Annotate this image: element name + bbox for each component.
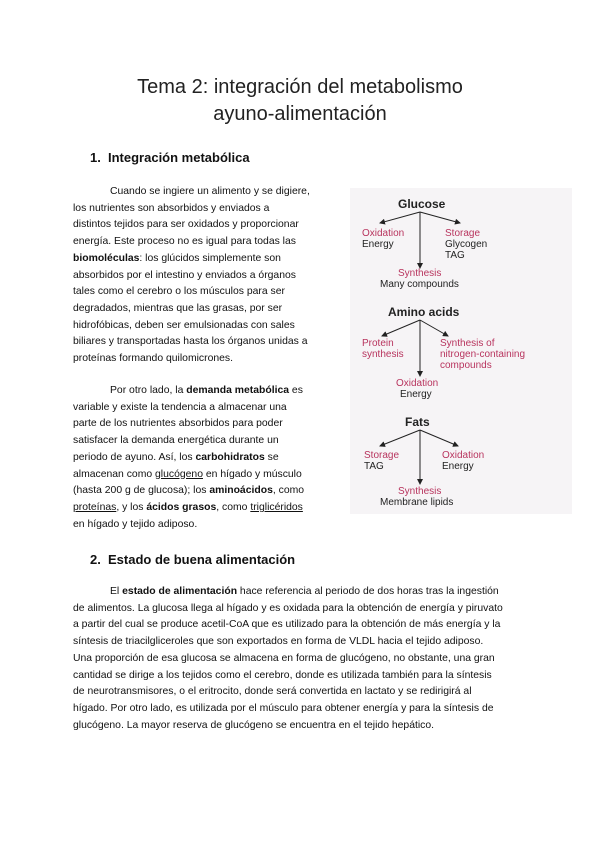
- section-1-number: 1.: [90, 150, 101, 165]
- p3-line: cantidad se dirige a los tejidos como el cerebro, donde es utilizada también para la síntesis: [73, 669, 492, 681]
- fats-storage: Storage: [364, 450, 400, 461]
- p3-line: a partir del cual se produce acetil-CoA que es utilizado para la obtención de más energía y la: [73, 619, 501, 631]
- p1-line: los nutrientes son absorbidos y enviados a: [73, 202, 270, 214]
- amino-acids-title: Amino acids: [388, 305, 460, 319]
- p2-line: en hígado y tejido adiposo.: [73, 518, 198, 530]
- p3-line: hígado. Por otro lado, es utilizada por el músculo para obtener energía y para la síntesis de: [73, 702, 494, 714]
- p3-line: síntesis de triacilgliceroles que son exportados en forma de VLDL hacia el tejido adiposo.: [73, 636, 484, 648]
- amino-protein-synthesis: synthesis: [362, 349, 404, 360]
- p3-line: de alimentos. La glucosa llega al hígado y es oxidada para la obtención de energía y piruvato: [73, 602, 503, 614]
- p3-line: El estado de alimentación hace referencia al periodo de dos horas tras la ingestión: [110, 586, 499, 597]
- p3-line: Una proporción de esa glucosa se almacena en forma de glucógeno, no obstante, una gran: [73, 652, 495, 664]
- title-line-2: ayuno-alimentación: [213, 103, 387, 125]
- glucose-energy: Energy: [362, 239, 394, 250]
- glucose-glycogen: Glycogen: [445, 239, 488, 250]
- amino-compounds: compounds: [440, 360, 492, 371]
- amino-nitrogen: nitrogen-containing: [440, 349, 526, 360]
- p1-line: absorbidos por el intestino y enviados a órganos: [73, 269, 296, 281]
- p2-line: (hasta 200 g de glucosa); los aminoácidos, como: [73, 485, 305, 497]
- diagram-svg: [350, 188, 572, 518]
- p1-line: tales como el cerebro o los músculos para ser: [73, 286, 285, 298]
- p1-bold-biomoleculas: biomoléculas: [73, 252, 140, 264]
- glucose-oxidation: Oxidation: [362, 228, 405, 239]
- glucose-synthesis: Synthesis: [398, 268, 442, 279]
- p1-line: energía. Este proceso no es igual para todas las: [73, 236, 296, 248]
- link-trigliceridos: triglicéridos: [250, 501, 303, 513]
- p2-line: parte de los nutrientes absorbidos para poder: [73, 418, 283, 430]
- section-2-heading: [90, 552, 295, 567]
- p1-line: biomoléculas: los glúcidos simplemente son: [73, 252, 281, 264]
- metabolism-diagram: [350, 188, 572, 518]
- p2-line: satisfacer la demanda energética durante un: [73, 435, 279, 447]
- link-glucogeno: glucógeno: [155, 468, 203, 480]
- title-line-1: Tema 2: integración del metabolismo: [137, 76, 463, 98]
- fats-title: Fats: [405, 415, 430, 429]
- p2-line: almacenan como glucógeno en hígado y músculo: [73, 468, 302, 480]
- p2-line: proteínas, y los ácidos grasos, como triglicéridos: [73, 501, 303, 513]
- p1-line: distintos tejidos para ser oxidados y proporcionar: [73, 219, 299, 231]
- p1-line: hidrofóbicas, deben ser emulsionadas con sales: [73, 319, 295, 331]
- p1-line: biliares y transportadas hasta los órganos unidas a: [73, 336, 308, 348]
- paragraph-3: [73, 584, 533, 734]
- glucose-title: Glucose: [398, 197, 446, 211]
- p1-line: degradados, mientras que las grasas, por ser: [73, 302, 283, 314]
- page-title: [0, 74, 600, 128]
- glucose-storage: Storage: [445, 228, 481, 239]
- link-proteinas: proteínas: [73, 501, 117, 513]
- p2-line: variable y existe la tendencia a almacenar una: [73, 401, 287, 413]
- paragraph-1: [73, 184, 335, 368]
- amino-protein: Protein: [362, 338, 394, 349]
- p2-line: periodo de ayuno. Así, los carbohidratos se: [73, 451, 279, 463]
- p1-line: Cuando se ingiere un alimento y se digiere,: [110, 186, 310, 197]
- fats-energy: Energy: [442, 461, 474, 472]
- glucose-many-compounds: Many compounds: [380, 279, 459, 290]
- p1-line: proteínas formando quilomicrones.: [73, 353, 233, 365]
- p3-line: de neurotransmisores, o el eritrocito, donde será convertida en lactato y se redirigirá al: [73, 686, 472, 698]
- fats-membrane-lipids: Membrane lipids: [380, 497, 454, 508]
- fats-oxidation: Oxidation: [442, 450, 485, 461]
- section-2-title: Estado de buena alimentación: [108, 552, 296, 567]
- fats-synthesis: Synthesis: [398, 486, 442, 497]
- glucose-tag: TAG: [445, 250, 465, 261]
- p3-line: glucógeno. La mayor reserva de glucógeno se encuentra en el tejido hepático.: [73, 719, 435, 731]
- amino-oxidation: Oxidation: [396, 378, 439, 389]
- p2-line: Por otro lado, la demanda metabólica es: [110, 385, 303, 396]
- section-1-title: Integración metabólica: [108, 150, 250, 165]
- amino-energy: Energy: [400, 389, 432, 400]
- amino-synthesis-of: Synthesis of: [440, 338, 495, 349]
- fats-tag: TAG: [364, 461, 384, 472]
- paragraph-2: [73, 383, 335, 533]
- section-2-number: 2.: [90, 552, 101, 567]
- section-1-heading: [90, 150, 250, 165]
